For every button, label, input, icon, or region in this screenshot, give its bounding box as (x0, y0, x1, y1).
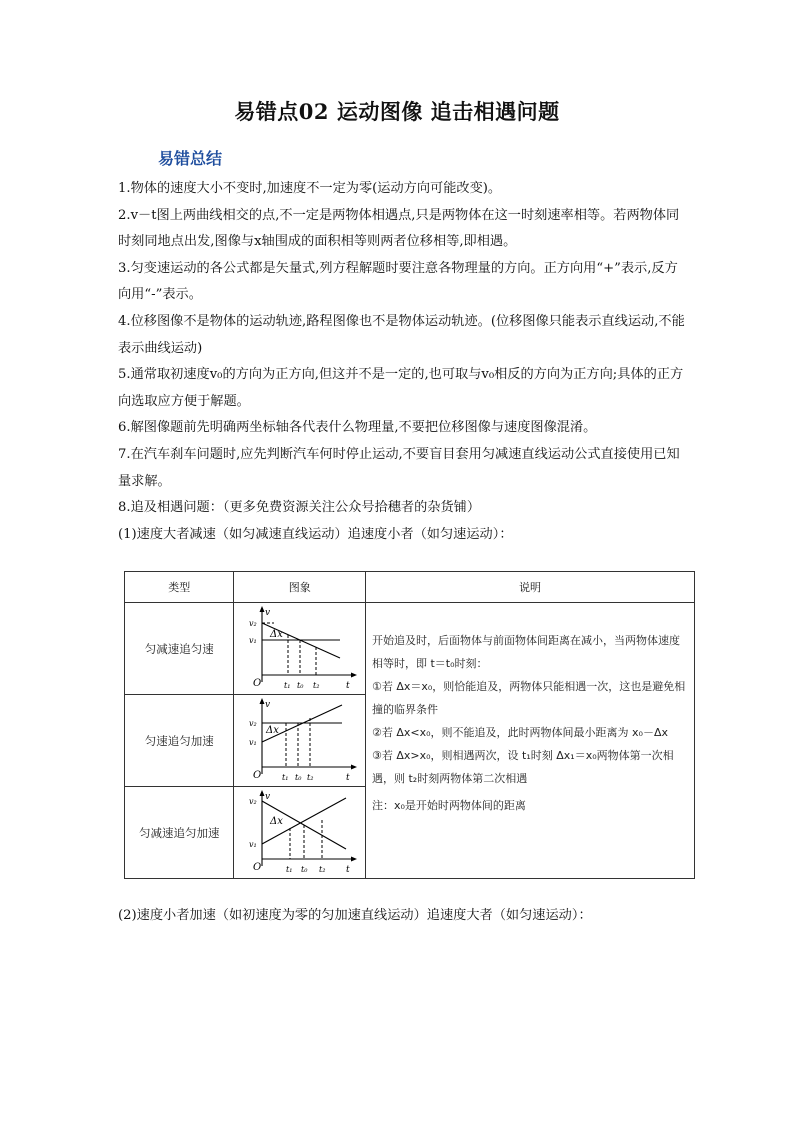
subsection-2-heading: (2)速度小者加速（如初速度为零的匀加速直线运动）追速度大者（如匀速运动）： (118, 908, 592, 923)
list-item: 6.解图像题前先明确两坐标轴各代表什么物理量,不要把位移图像与速度图像混淆。 (118, 420, 597, 436)
axis-v-label: v (264, 792, 270, 802)
v1-label: v₁ (248, 738, 257, 747)
axis-t-label: t (345, 773, 350, 782)
header-graph: 图象 (234, 572, 366, 603)
list-item: 3.匀变速运动的各公式都是矢量式,列方程解题时要注意各物理量的方向。正方向用“+”表示,反方向用“-”表示。 (118, 260, 678, 303)
axis-t-label: t (345, 865, 350, 874)
vt-graph-3 (240, 788, 360, 874)
summary-list (118, 176, 690, 548)
v2-label: v₂ (248, 619, 257, 628)
vt-graph-uniform-vs-accel (234, 695, 366, 787)
origin-label: O (252, 862, 261, 873)
list-item: 8.追及相遇问题：（更多免费资源关注公众号拾穗者的杂货铺） (118, 500, 481, 516)
list-item: 2.v－t图上两曲线相交的点,不一定是两物体相遇点,只是两物体在这一时刻速率相等。若两物体同时刻同地点出发,图像与x轴围成的面积相等则两者位移相等,即相遇。 (118, 207, 680, 250)
pursuit-table (124, 571, 695, 879)
section-heading: 易错总结 (158, 149, 223, 168)
axis-t-label: t (345, 681, 350, 690)
t2-label: t₂ (318, 865, 326, 874)
t1-label: t₁ (281, 773, 289, 782)
axis-v-label: v (264, 700, 270, 710)
row-type: 匀减速追匀加速 (125, 787, 234, 879)
t1-label: t₁ (285, 865, 293, 874)
table-row (125, 603, 695, 695)
t2-label: t₂ (306, 773, 314, 782)
desc-note: 注：x₀是开始时两物体间的距离 (372, 799, 526, 812)
desc-line: ①若 Δx＝x₀，则恰能追及，两物体只能相遇一次，这也是避免相撞的临界条件 (372, 680, 686, 716)
list-item: 4.位移图像不是物体的运动轨迹,路程图像也不是物体运动轨迹。(位移图像只能表示直线运动,不能表示曲线运动) (118, 313, 685, 356)
vt-graph-decel-vs-uniform (234, 603, 366, 695)
t1-label: t₁ (283, 681, 291, 690)
t2-label: t₂ (312, 681, 320, 690)
t0-label: t₀ (296, 681, 304, 690)
v1-label: v₁ (248, 636, 257, 645)
header-type: 类型 (125, 572, 234, 603)
origin-label: O (252, 770, 261, 781)
vt-graph-1 (240, 604, 360, 690)
page-title: 易错点02 运动图像 追击相遇问题 (234, 99, 560, 124)
list-item: (1)速度大者减速（如匀减速直线运动）追速度小者（如匀速运动）： (118, 526, 513, 542)
vt-graph-decel-vs-accel (234, 787, 366, 879)
vt-graph-2 (240, 696, 360, 782)
desc-line: ②若 Δx<x₀，则不能追及，此时两物体间最小距离为 x₀－Δx (372, 726, 668, 739)
list-item: 5.通常取初速度v₀的方向为正方向,但这并不是一定的,也可取与v₀相反的方向为正方向;具体的正方向选取应方便于解题。 (118, 367, 684, 409)
dx-label: Δx (269, 629, 283, 640)
list-item: 1.物体的速度大小不变时,加速度不一定为零(运动方向可能改变)。 (118, 181, 502, 196)
row-type: 匀速追匀加速 (125, 695, 234, 787)
v2-label: v₂ (248, 797, 257, 806)
table-header-row (125, 572, 695, 603)
header-desc: 说明 (366, 572, 695, 603)
desc-line: 开始追及时，后面物体与前面物体间距离在减小，当两物体速度相等时，即 t＝t₀时刻： (372, 634, 680, 670)
t0-label: t₀ (300, 865, 308, 874)
explanation-cell (366, 603, 695, 879)
row-type: 匀减速追匀速 (125, 603, 234, 695)
origin-label: O (252, 678, 261, 689)
dx-label: Δx (269, 816, 283, 827)
axis-v-label: v (264, 608, 270, 618)
desc-line: ③若 Δx>x₀，则相遇两次，设 t₁时刻 Δx₁＝x₀两物体第一次相遇，则 t₂时刻两物体第二次相遇 (372, 749, 674, 785)
v1-label: v₁ (248, 840, 257, 849)
v2-label: v₂ (248, 719, 257, 728)
t0-label: t₀ (294, 773, 302, 782)
dx-label: Δx (265, 725, 279, 736)
list-item: 7.在汽车刹车问题时,应先判断汽车何时停止运动,不要盲目套用匀减速直线运动公式直接使用已知量求解。 (118, 446, 680, 489)
